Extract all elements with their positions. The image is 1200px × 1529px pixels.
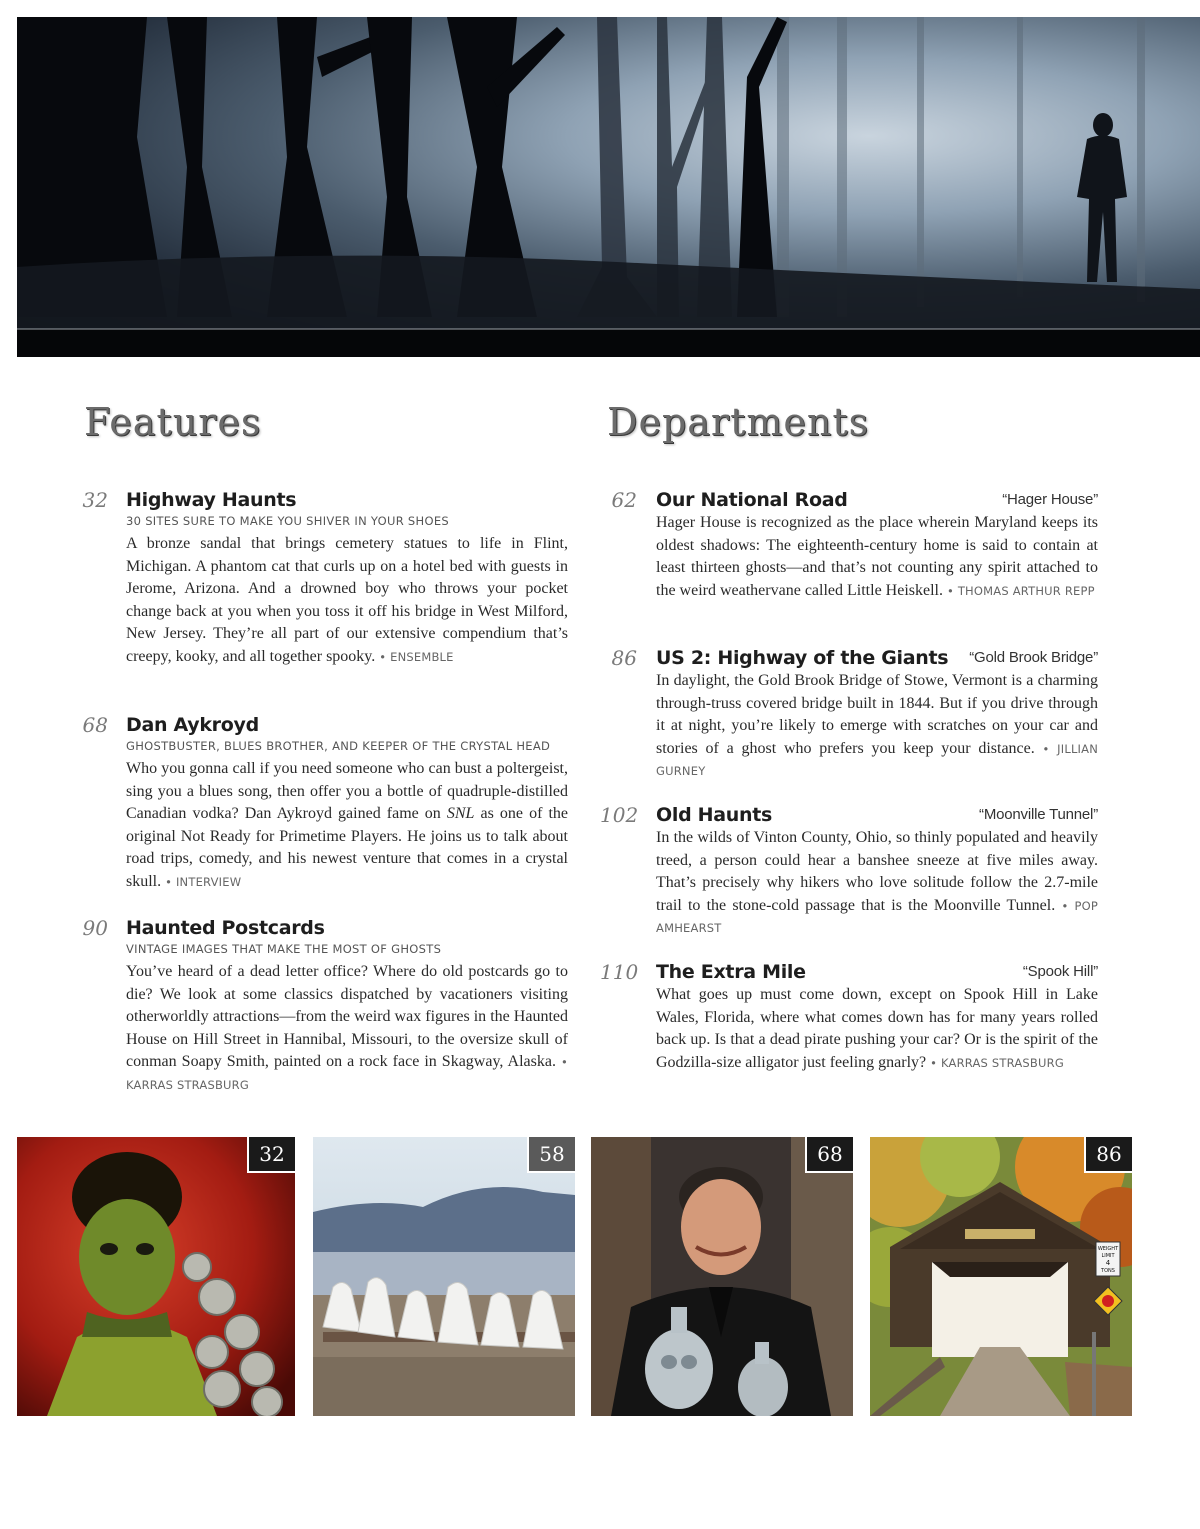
page-badge: 32 [247,1137,295,1173]
byline: • KARRAS STRASBURG [126,1055,569,1092]
byline: • ENSEMBLE [379,649,454,664]
hiker-silhouette [1077,113,1127,282]
byline: • POP AMHEARST [656,898,1098,936]
department-description: In daylight, the Gold Brook Bridge of Stowe, Vermont is a charming through-truss covered bridge built in 1844. But if you drive through it at night, you’re likely to emerge with scratches on your car and stories of a ghost who prefers you keep your distance. • JILLIAN GURNEY [656,672,1099,779]
byline: • INTERVIEW [165,874,242,889]
department-subject: “Gold Brook Bridge” [969,649,1098,666]
department-description: In the wilds of Vinton County, Ohio, so thinly populated and heavily treed, a person could hear a banshee sneeze at five miles away. That’s precisely why hikers who love solitude follow the 2.7-mile trail to the stone-cold passage that is the Moonville Tunnel. • POP AMHEARST [656,829,1098,936]
page-badge: 68 [805,1137,853,1173]
zombie-image [17,1137,295,1416]
page-number: 62 [611,488,637,512]
byline: • JILLIAN GURNEY [656,741,1099,779]
feature-title: Highway Haunts [126,489,297,511]
department-subject: “Moonville Tunnel” [979,806,1098,823]
feature-kicker: 30 SITES SURE TO MAKE YOU SHIVER IN YOUR SHOES [126,514,450,528]
feature-kicker: VINTAGE IMAGES THAT MAKE THE MOST OF GHOSTS [126,942,442,956]
departments-heading: Departments [607,400,870,444]
feature-description: A bronze sandal that brings cemetery statues to life in Flint, Michigan. A phantom cat that curls up on a hotel bed with guests in Jerome, Arizona. And a drowned boy who throws your pocket change back at you when you toss it off his bridge in West Milford, New Jersey. They’re all part of our extensive compendium that’s creepy, kooky, and all together spooky. • ENSEMBLE [126,535,568,665]
page-badge: 58 [527,1137,575,1173]
page-number: 86 [611,646,637,670]
sign-line-1: WEIGHT [1097,1246,1119,1252]
portrait-with-crystal-skull [591,1137,853,1416]
forest-silhouette [17,17,1200,357]
department-subject: “Spook Hill” [1022,963,1098,980]
department-title: Our National Road [656,489,848,511]
thumbnail-zombie[interactable] [17,1137,295,1416]
page-number: 68 [82,713,108,737]
page-number: 90 [82,916,108,940]
page-number: 110 [600,960,639,984]
page-number: 102 [600,803,639,827]
page-badge: 86 [1084,1137,1132,1173]
feature-kicker: GHOSTBUSTER, BLUES BROTHER, AND KEEPER OF THE CRYSTAL HEAD [126,739,551,753]
department-title: US 2: Highway of the Giants [656,647,949,669]
thumbnail-dan-aykroyd[interactable] [591,1137,853,1416]
covered-bridge-image [870,1137,1132,1416]
sign-line-3: 4 [1105,1259,1111,1267]
desert-ghosts-image [313,1137,575,1416]
feature-title: Haunted Postcards [126,917,325,939]
thumbnail-ghost-sculptures[interactable] [313,1137,575,1416]
feature-description: Who you gonna call if you need someone who can bust a poltergeist, sing you a blues song, then offer you a bottle of quadruple-distilled Canadian vodka? Dan Aykroyd gained fame on SNL as one of the original Not Ready for Primetime Players. He joins us to talk about road trips, comedy, and his newest venture that comes in a crystal skull. • INTERVIEW [126,760,569,890]
feature-title: Dan Aykroyd [126,714,259,736]
thumbnail-covered-bridge[interactable] [870,1137,1132,1416]
byline: • THOMAS ARTHUR REPP [946,583,1095,598]
byline: • KARRAS STRASBURG [930,1055,1064,1070]
department-description: Hager House is recognized as the place wherein Maryland keeps its oldest shadows: The eighteenth-century home is said to contain at least thirteen ghosts—and that’s not counting any spirit attached to the weird weathervane called Little Heiskell. • THOMAS ARTHUR REPP [656,514,1098,599]
department-title: The Extra Mile [656,961,806,983]
department-description: What goes up must come down, except on Spook Hill in Lake Wales, Florida, where what comes down has for many years rolled back up. Is that a dead pirate pushing your car? Or is the spirit of the Godzilla-size alligator just feeling gnarly? • KARRAS STRASBURG [656,986,1098,1071]
hero-image-foggy-forest [17,17,1200,357]
feature-description: You’ve heard of a dead letter office? Where do old postcards go to die? We look at some classics dispatched by vacationers visiting otherworldly attractions—from the weird wax figures in the Haunted House on Hill Street in Hannibal, Missouri, to the oversize skull of conman Soapy Smith, painted on a rock face in Skagway, Alaska. • KARRAS STRASBURG [126,963,569,1092]
page-number: 32 [82,488,108,512]
department-title: Old Haunts [656,804,773,826]
sign-line-2: LIMIT [1101,1253,1115,1259]
department-subject: “Hager House” [1002,491,1098,508]
sign-line-4: TONS [1101,1268,1115,1274]
features-heading: Features [84,400,262,444]
